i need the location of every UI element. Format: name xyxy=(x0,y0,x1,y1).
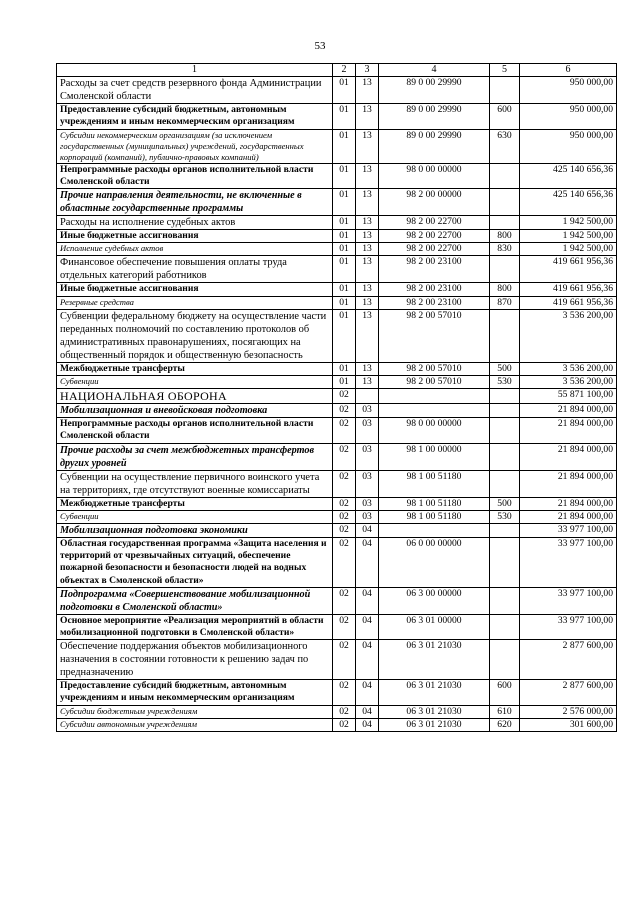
row-amount-cell: 3 536 200,00 xyxy=(520,376,617,389)
row-subsection-cell: 04 xyxy=(356,705,379,718)
row-amount-cell: 33 977 100,00 xyxy=(520,538,617,588)
row-subsection-cell: 13 xyxy=(356,309,379,362)
row-amount-cell: 3 536 200,00 xyxy=(520,309,617,362)
row-amount-cell: 950 000,00 xyxy=(520,129,617,163)
table-row xyxy=(57,243,617,256)
row-name-cell: Резервные средства xyxy=(57,296,333,309)
row-expense-type-cell xyxy=(490,216,520,230)
row-subsection-cell: 13 xyxy=(356,216,379,230)
column-header-section: 2 xyxy=(333,64,356,77)
row-amount-cell: 21 894 000,00 xyxy=(520,404,617,418)
row-expense-type-cell: 870 xyxy=(490,296,520,309)
row-target-article-cell: 98 2 00 22700 xyxy=(379,243,490,256)
table-row xyxy=(57,189,617,216)
row-target-article-cell: 06 3 01 00000 xyxy=(379,614,490,639)
row-amount-cell: 419 661 956,36 xyxy=(520,256,617,283)
table-row xyxy=(57,614,617,639)
table-row xyxy=(57,718,617,731)
row-section-cell: 02 xyxy=(333,614,356,639)
row-section-cell: 02 xyxy=(333,524,356,538)
row-subsection-cell: 13 xyxy=(356,189,379,216)
row-amount-cell: 425 140 656,36 xyxy=(520,189,617,216)
row-subsection-cell: 03 xyxy=(356,497,379,510)
row-amount-cell: 419 661 956,36 xyxy=(520,296,617,309)
row-subsection-cell: 04 xyxy=(356,614,379,639)
row-section-cell: 01 xyxy=(333,256,356,283)
row-subsection-cell: 03 xyxy=(356,443,379,470)
table-row xyxy=(57,705,617,718)
row-section-cell: 01 xyxy=(333,104,356,129)
table-row xyxy=(57,640,617,680)
row-section-cell: 02 xyxy=(333,418,356,443)
row-target-article-cell: 89 0 00 29990 xyxy=(379,104,490,129)
row-name-cell: Субвенции xyxy=(57,376,333,389)
table-row xyxy=(57,443,617,470)
row-expense-type-cell xyxy=(490,389,520,404)
table-row xyxy=(57,77,617,104)
row-target-article-cell: 89 0 00 29990 xyxy=(379,77,490,104)
row-subsection-cell: 13 xyxy=(356,104,379,129)
row-target-article-cell: 06 3 01 21030 xyxy=(379,680,490,705)
row-section-cell: 02 xyxy=(333,404,356,418)
row-amount-cell: 33 977 100,00 xyxy=(520,524,617,538)
row-name-cell: Прочие расходы за счет межбюджетных трансфертов других уровней xyxy=(57,443,333,470)
row-name-cell: Областная государственная программа «Защита населения и территорий от чрезвычайных ситуаций, обеспечение пожарной безопасности и безопасности людей на водных объектах в Смоленской области» xyxy=(57,538,333,588)
row-amount-cell: 21 894 000,00 xyxy=(520,497,617,510)
row-subsection-cell: 13 xyxy=(356,243,379,256)
row-name-cell: Субсидии автономным учреждениям xyxy=(57,718,333,731)
row-section-cell: 01 xyxy=(333,309,356,362)
row-section-cell: 02 xyxy=(333,389,356,404)
row-target-article-cell: 98 2 00 00000 xyxy=(379,189,490,216)
row-subsection-cell: 13 xyxy=(356,376,379,389)
row-section-cell: 02 xyxy=(333,497,356,510)
row-subsection-cell: 04 xyxy=(356,718,379,731)
row-expense-type-cell xyxy=(490,587,520,614)
row-name-cell: Субвенции федеральному бюджету на осуществление части переданных полномочий по составлению протоколов об административных правонарушениях, посягающих на общественный порядок и общественную безопасность xyxy=(57,309,333,362)
table-row xyxy=(57,104,617,129)
row-section-cell: 01 xyxy=(333,362,356,375)
row-target-article-cell: 98 1 00 00000 xyxy=(379,443,490,470)
row-amount-cell: 21 894 000,00 xyxy=(520,443,617,470)
row-target-article-cell: 98 0 00 00000 xyxy=(379,418,490,443)
row-subsection-cell: 13 xyxy=(356,283,379,296)
row-subsection-cell: 13 xyxy=(356,129,379,163)
row-name-cell: НАЦИОНАЛЬНАЯ ОБОРОНА xyxy=(57,389,333,404)
table-row xyxy=(57,680,617,705)
row-expense-type-cell: 830 xyxy=(490,243,520,256)
table-row xyxy=(57,538,617,588)
table-row xyxy=(57,524,617,538)
row-name-cell: Расходы на исполнение судебных актов xyxy=(57,216,333,230)
row-target-article-cell: 98 1 00 51180 xyxy=(379,510,490,523)
row-section-cell: 01 xyxy=(333,230,356,243)
row-subsection-cell: 13 xyxy=(356,362,379,375)
row-amount-cell: 33 977 100,00 xyxy=(520,587,617,614)
table-row xyxy=(57,362,617,375)
row-amount-cell: 21 894 000,00 xyxy=(520,510,617,523)
row-expense-type-cell xyxy=(490,524,520,538)
table-row xyxy=(57,163,617,188)
row-target-article-cell: 98 2 00 57010 xyxy=(379,362,490,375)
row-target-article-cell: 98 2 00 57010 xyxy=(379,376,490,389)
row-amount-cell: 3 536 200,00 xyxy=(520,362,617,375)
row-amount-cell: 21 894 000,00 xyxy=(520,418,617,443)
row-section-cell: 01 xyxy=(333,189,356,216)
row-amount-cell: 33 977 100,00 xyxy=(520,614,617,639)
row-name-cell: Мобилизационная и вневойсковая подготовка xyxy=(57,404,333,418)
table-row xyxy=(57,129,617,163)
row-subsection-cell: 03 xyxy=(356,418,379,443)
row-amount-cell: 950 000,00 xyxy=(520,104,617,129)
row-name-cell: Непрограммные расходы органов исполнительной власти Смоленской области xyxy=(57,418,333,443)
table-row xyxy=(57,389,617,404)
row-amount-cell: 2 877 600,00 xyxy=(520,640,617,680)
row-section-cell: 02 xyxy=(333,718,356,731)
table-row xyxy=(57,296,617,309)
row-name-cell: Непрограммные расходы органов исполнительной власти Смоленской области xyxy=(57,163,333,188)
row-amount-cell: 1 942 500,00 xyxy=(520,243,617,256)
row-name-cell: Финансовое обеспечение повышения оплаты труда отдельных категорий работников xyxy=(57,256,333,283)
row-name-cell: Субсидии некоммерческим организациям (за исключением государственных (муниципальных) учреждений, государственных корпораций (компаний), публично-правовых компаний) xyxy=(57,129,333,163)
row-expense-type-cell xyxy=(490,538,520,588)
row-target-article-cell: 89 0 00 29990 xyxy=(379,129,490,163)
table-row xyxy=(57,376,617,389)
row-target-article-cell xyxy=(379,524,490,538)
row-name-cell: Иные бюджетные ассигнования xyxy=(57,230,333,243)
row-expense-type-cell: 800 xyxy=(490,230,520,243)
column-header-amount: 6 xyxy=(520,64,617,77)
row-target-article-cell: 98 2 00 57010 xyxy=(379,309,490,362)
row-expense-type-cell: 800 xyxy=(490,283,520,296)
row-subsection-cell: 03 xyxy=(356,404,379,418)
row-name-cell: Межбюджетные трансферты xyxy=(57,362,333,375)
row-subsection-cell: 13 xyxy=(356,77,379,104)
table-header-row xyxy=(57,64,617,77)
row-target-article-cell: 98 2 00 23100 xyxy=(379,283,490,296)
row-amount-cell: 21 894 000,00 xyxy=(520,470,617,497)
row-amount-cell: 1 942 500,00 xyxy=(520,216,617,230)
row-expense-type-cell: 600 xyxy=(490,680,520,705)
page-number: 53 xyxy=(314,40,326,52)
row-section-cell: 02 xyxy=(333,587,356,614)
row-subsection-cell xyxy=(356,389,379,404)
row-name-cell: Обеспечение поддержания объектов мобилизационного назначения в состоянии готовности к решению задач по предназначению xyxy=(57,640,333,680)
row-name-cell: Исполнение судебных актов xyxy=(57,243,333,256)
row-expense-type-cell: 600 xyxy=(490,104,520,129)
row-section-cell: 02 xyxy=(333,680,356,705)
row-section-cell: 02 xyxy=(333,640,356,680)
row-amount-cell: 950 000,00 xyxy=(520,77,617,104)
row-expense-type-cell: 620 xyxy=(490,718,520,731)
row-expense-type-cell: 530 xyxy=(490,376,520,389)
row-name-cell: Субвенции xyxy=(57,510,333,523)
row-name-cell: Субсидии бюджетным учреждениям xyxy=(57,705,333,718)
table-row xyxy=(57,283,617,296)
row-target-article-cell: 98 2 00 23100 xyxy=(379,256,490,283)
column-header-subsection: 3 xyxy=(356,64,379,77)
row-name-cell: Прочие направления деятельности, не включенные в областные государственные программы xyxy=(57,189,333,216)
row-subsection-cell: 04 xyxy=(356,538,379,588)
row-subsection-cell: 04 xyxy=(356,640,379,680)
table-row xyxy=(57,470,617,497)
row-expense-type-cell: 500 xyxy=(490,362,520,375)
row-target-article-cell: 06 3 01 21030 xyxy=(379,718,490,731)
row-amount-cell: 425 140 656,36 xyxy=(520,163,617,188)
row-amount-cell: 1 942 500,00 xyxy=(520,230,617,243)
row-section-cell: 02 xyxy=(333,705,356,718)
row-expense-type-cell: 630 xyxy=(490,129,520,163)
row-section-cell: 01 xyxy=(333,129,356,163)
row-target-article-cell: 98 0 00 00000 xyxy=(379,163,490,188)
budget-table xyxy=(56,63,617,732)
row-expense-type-cell xyxy=(490,309,520,362)
row-target-article-cell: 98 1 00 51180 xyxy=(379,470,490,497)
table-row xyxy=(57,309,617,362)
row-name-cell: Расходы за счет средств резервного фонда Администрации Смоленской области xyxy=(57,77,333,104)
column-header-expense-type: 5 xyxy=(490,64,520,77)
row-subsection-cell: 03 xyxy=(356,510,379,523)
row-name-cell: Мобилизационная подготовка экономики xyxy=(57,524,333,538)
row-expense-type-cell xyxy=(490,614,520,639)
row-section-cell: 02 xyxy=(333,443,356,470)
row-name-cell: Предоставление субсидий бюджетным, автономным учреждениям и иным некоммерческим организациям xyxy=(57,104,333,129)
row-target-article-cell: 98 2 00 22700 xyxy=(379,230,490,243)
row-expense-type-cell xyxy=(490,640,520,680)
row-amount-cell: 419 661 956,36 xyxy=(520,283,617,296)
row-target-article-cell: 06 0 00 00000 xyxy=(379,538,490,588)
row-expense-type-cell xyxy=(490,256,520,283)
row-section-cell: 01 xyxy=(333,243,356,256)
table-row xyxy=(57,587,617,614)
row-subsection-cell: 13 xyxy=(356,256,379,283)
row-expense-type-cell xyxy=(490,443,520,470)
column-header-target-article: 4 xyxy=(379,64,490,77)
row-section-cell: 01 xyxy=(333,283,356,296)
row-target-article-cell xyxy=(379,404,490,418)
row-target-article-cell: 98 2 00 22700 xyxy=(379,216,490,230)
row-expense-type-cell: 530 xyxy=(490,510,520,523)
row-subsection-cell: 04 xyxy=(356,680,379,705)
row-expense-type-cell xyxy=(490,77,520,104)
row-section-cell: 02 xyxy=(333,538,356,588)
row-target-article-cell: 98 1 00 51180 xyxy=(379,497,490,510)
row-subsection-cell: 13 xyxy=(356,163,379,188)
column-header-name: 1 xyxy=(57,64,333,77)
table-row xyxy=(57,510,617,523)
row-subsection-cell: 13 xyxy=(356,230,379,243)
row-expense-type-cell: 610 xyxy=(490,705,520,718)
row-name-cell: Предоставление субсидий бюджетным, автономным учреждениям и иным некоммерческим организациям xyxy=(57,680,333,705)
table-row xyxy=(57,256,617,283)
table-body xyxy=(57,77,617,732)
row-section-cell: 01 xyxy=(333,376,356,389)
row-name-cell: Субвенции на осуществление первичного воинского учета на территориях, где отсутствуют военные комиссариаты xyxy=(57,470,333,497)
row-section-cell: 02 xyxy=(333,510,356,523)
table-row xyxy=(57,404,617,418)
row-subsection-cell: 04 xyxy=(356,524,379,538)
row-expense-type-cell xyxy=(490,163,520,188)
row-amount-cell: 2 877 600,00 xyxy=(520,680,617,705)
row-section-cell: 01 xyxy=(333,216,356,230)
row-amount-cell: 301 600,00 xyxy=(520,718,617,731)
row-subsection-cell: 03 xyxy=(356,470,379,497)
row-subsection-cell: 04 xyxy=(356,587,379,614)
row-name-cell: Иные бюджетные ассигнования xyxy=(57,283,333,296)
row-section-cell: 01 xyxy=(333,296,356,309)
table-row xyxy=(57,418,617,443)
row-target-article-cell: 06 3 01 21030 xyxy=(379,705,490,718)
row-section-cell: 02 xyxy=(333,470,356,497)
row-section-cell: 01 xyxy=(333,163,356,188)
table-row xyxy=(57,216,617,230)
row-name-cell: Подпрограмма «Совершенствование мобилизационной подготовки в Смоленской области» xyxy=(57,587,333,614)
row-subsection-cell: 13 xyxy=(356,296,379,309)
row-target-article-cell: 06 3 00 00000 xyxy=(379,587,490,614)
row-expense-type-cell xyxy=(490,189,520,216)
row-expense-type-cell xyxy=(490,470,520,497)
row-amount-cell: 2 576 000,00 xyxy=(520,705,617,718)
row-section-cell: 01 xyxy=(333,77,356,104)
row-expense-type-cell xyxy=(490,404,520,418)
row-name-cell: Межбюджетные трансферты xyxy=(57,497,333,510)
row-target-article-cell: 98 2 00 23100 xyxy=(379,296,490,309)
table-row xyxy=(57,230,617,243)
row-amount-cell: 55 871 100,00 xyxy=(520,389,617,404)
row-target-article-cell: 06 3 01 21030 xyxy=(379,640,490,680)
row-target-article-cell xyxy=(379,389,490,404)
table-row xyxy=(57,497,617,510)
row-name-cell: Основное мероприятие «Реализация мероприятий в области мобилизационной подготовки в Смоленской области» xyxy=(57,614,333,639)
row-expense-type-cell: 500 xyxy=(490,497,520,510)
row-expense-type-cell xyxy=(490,418,520,443)
